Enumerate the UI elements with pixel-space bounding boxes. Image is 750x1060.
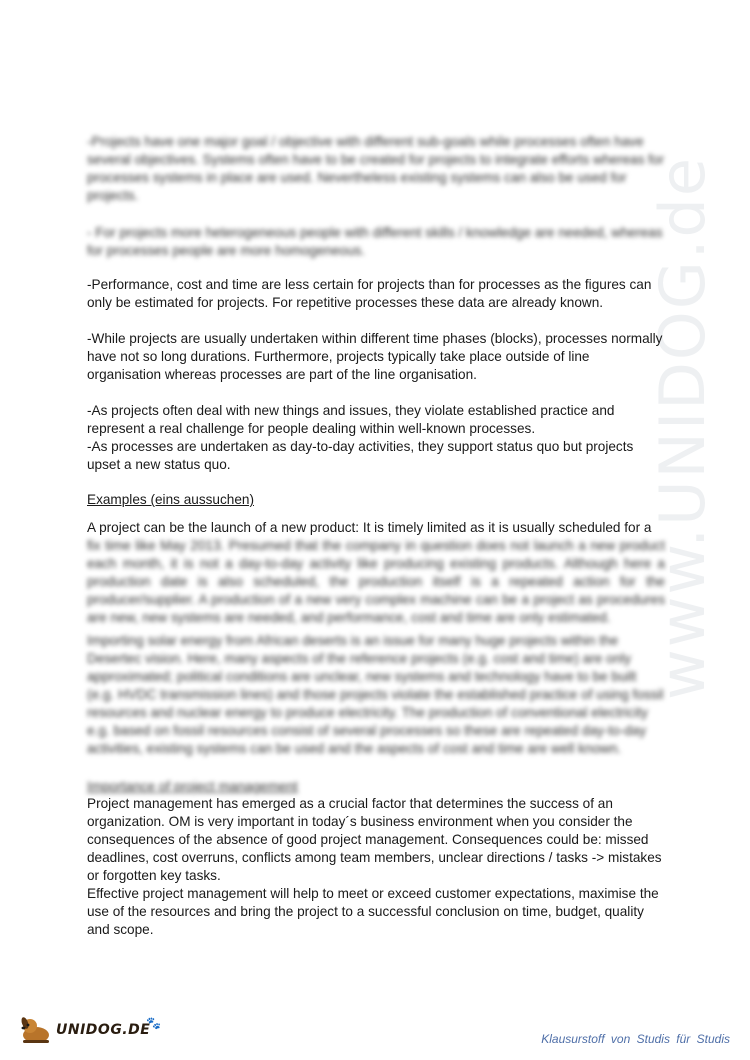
paragraph-text: Importing solar energy from African deserts is an issue for many huge projects within the Desertec vision. Here, many aspects of the reference projects (e.g. cost and time) are only approximated; political conditions are unclear, new systems and technology have to be built (e.g. HVDC transmission lines) and those projects violate the established practice of using fossil resources and nuclear energy to produce electricity. The production of conventional electricity e.g. based on fossil resources consist of several processes so these are repeated day-to-day activities, existing systems can be used and the aspects of cost and time are well known. [87, 633, 664, 756]
paragraph-text: -As projects often deal with new things and issues, they violate established practice and represent a real challenge for people dealing within well-known processes. [87, 403, 615, 436]
paragraph-text: -Performance, cost and time are less certain for projects than for processes as the figures can only be estimated for projects. For repetitive processes these data are already known. [87, 277, 652, 310]
paragraph-blurred-1 [87, 133, 665, 205]
unidog-logo[interactable] [20, 1015, 161, 1045]
paw-icon: 🐾 [146, 1016, 162, 1030]
paragraph-text: Effective project management will help to meet or exceed customer expectations, maximise the use of the resources and bring the project to a successful conclusion on time, budget, quality and scope. [87, 886, 659, 937]
paragraph-desertec-blurred [87, 632, 665, 758]
paragraph-text: - For projects more heterogeneous people with different skills / knowledge are needed, whereas for processes people are more homogeneous. [87, 225, 663, 258]
paragraph-time-phases [87, 330, 665, 384]
importance-heading: Importance of project management [87, 779, 298, 794]
paragraph-status-quo [87, 402, 665, 474]
paragraph-performance [87, 276, 665, 312]
watermark: www.UNIDOG.de [646, 156, 719, 700]
paragraph-project-management [87, 795, 665, 939]
paragraph-text: A project can be the launch of a new product: It is timely limited as it is usually scheduled for a [87, 520, 652, 535]
examples-heading: Examples (eins aussuchen) [87, 492, 254, 507]
paragraph-example-blurred [87, 537, 665, 627]
logo-text: UNIDOG.DE [56, 1022, 151, 1038]
paragraph-text: Project management has emerged as a crucial factor that determines the success of an organization. OM is very important in today´s business environment when you consider the consequences of the absence of good project management. Consequences could be: missed deadlines, cost overruns, conflicts among team members, unclear directions / tasks -> mistakes or forgotten key tasks. [87, 796, 662, 883]
paragraph-blurred-2 [87, 224, 665, 260]
paragraph-text: -As processes are undertaken as day-to-day activities, they support status quo but projects upset a new status quo. [87, 439, 634, 472]
footer-tagline: Klausurstoff von Studis für Studis [541, 1032, 730, 1046]
paragraph-example-first-line [87, 519, 665, 537]
paragraph-text: fix time like May 2013. Presumed that the company in question does not launch a new product each month, it is not a day-to-day activity like producing existing products. Although here a production date is also scheduled, the production itself is a repeated action for the producer/supplier. A production of a new very complex machine can be a project as procedures are new, new systems are needed, and performance, cost and time are only estimated. [87, 538, 665, 625]
dog-icon [20, 1015, 54, 1045]
paragraph-text: -Projects have one major goal / objective with different sub-goals while processes often have several objectives. Systems often have to be created for projects to integrate efforts whereas for processes systems in place are used. Nevertheless existing systems can also be used for projects. [87, 134, 665, 203]
paragraph-text: -While projects are usually undertaken within different time phases (blocks), processes normally have not so long durations. Furthermore, projects typically take place outside of line organisation whereas processes are part of the line organisation. [87, 331, 663, 382]
